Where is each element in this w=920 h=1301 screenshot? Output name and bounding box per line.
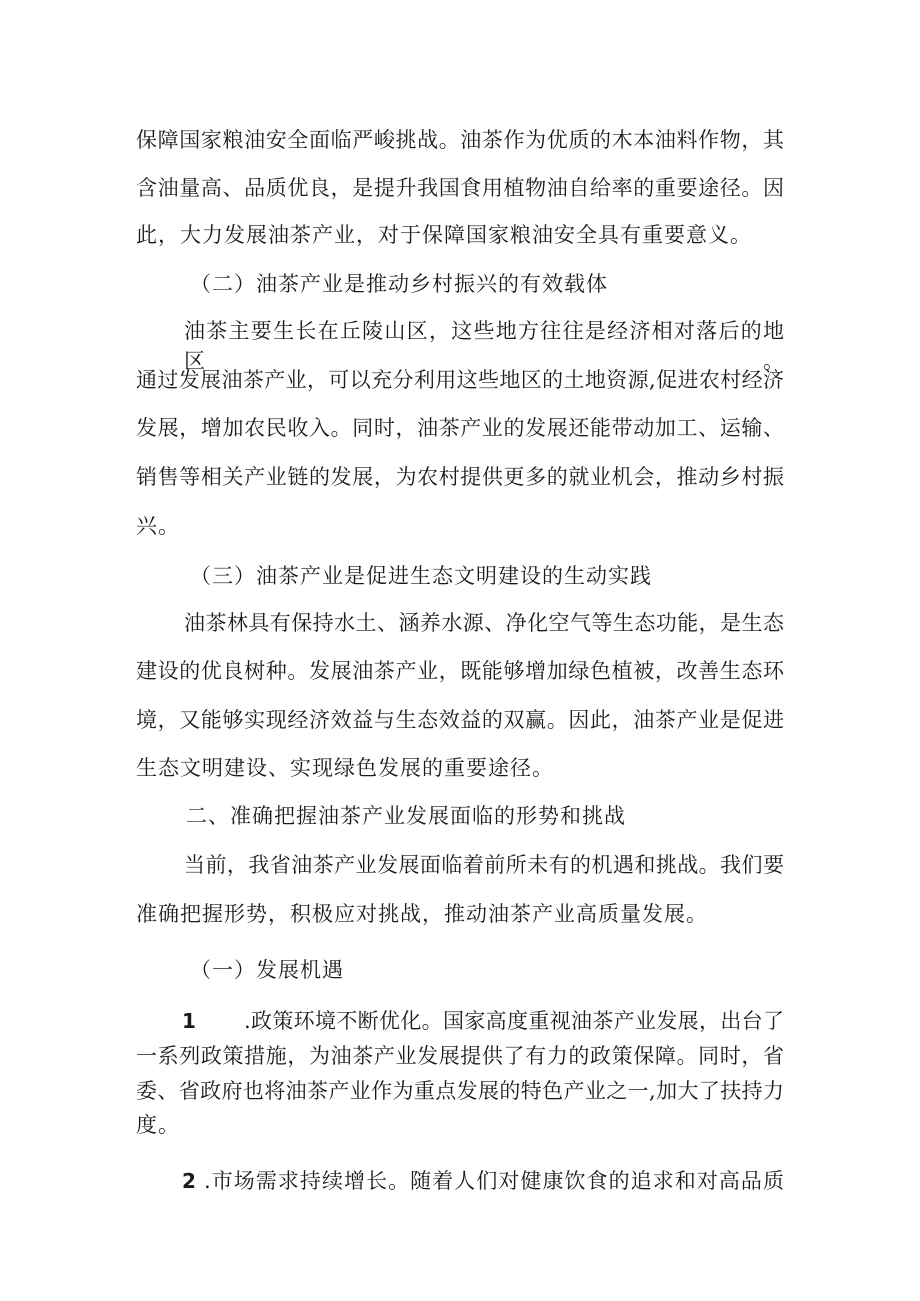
list-item-number: 2	[182, 1169, 197, 1193]
part-heading: 二、准确把握油茶产业发展面临的形势和挑战	[186, 804, 626, 828]
paragraph-line: 一系列政策措施，为油茶产业发展提供了有力的政策保障。同时，省	[136, 1044, 784, 1068]
paragraph-line: 境，又能够实现经济效益与生态效益的双赢。因此，油茶产业是促进	[136, 708, 784, 732]
paragraph-line: 当前，我省油茶产业发展面临着前所未有的机遇和挑战。我们要	[184, 853, 784, 877]
paragraph-line: 准确把握形势，积极应对挑战，推动油茶产业高质量发展。	[136, 902, 708, 926]
paragraph-line: 生态文明建设、实现绿色发展的重要途径。	[136, 756, 554, 780]
paragraph-line: 油茶林具有保持水土、涵养水源、净化空气等生态功能，是生态	[184, 611, 784, 635]
section-heading: （二）油茶产业是推动乡村振兴的有效载体	[190, 272, 608, 296]
paragraph-line: 油茶主要生长在丘陵山区，这些地方往往是经济相对落后的地区。	[184, 319, 784, 373]
paragraph-line: .政策环境不断优化。国家高度重视油茶产业发展，出台了	[244, 1009, 784, 1033]
paragraph-line: 兴。	[136, 514, 180, 538]
subsection-heading: （一）发展机遇	[190, 958, 344, 982]
paragraph-line: 保障国家粮油安全面临严峻挑战。油茶作为优质的木本油料作物，其	[136, 128, 784, 152]
paragraph-line: 发展，增加农民收入。同时，油茶产业的发展还能带动加工、运输、	[136, 416, 784, 440]
paragraph-line: .市场需求持续增长。随着人们对健康饮食的追求和对高品质	[204, 1169, 784, 1193]
section-heading: （三）油茶产业是促进生态文明建设的生动实践	[190, 564, 652, 588]
paragraph-line: 销售等相关产业链的发展，为农村提供更多的就业机会，推动乡村振	[136, 465, 784, 489]
paragraph-line: 通过发展油茶产业，可以充分利用这些地区的土地资源,促进农村经济	[136, 368, 784, 392]
paragraph-line: 此，大力发展油茶产业，对于保障国家粮油安全具有重要意义。	[136, 223, 752, 247]
paragraph-line: 度。	[136, 1113, 180, 1137]
paragraph-line: 建设的优良树种。发展油茶产业，既能够增加绿色植被，改善生态环	[136, 659, 784, 683]
paragraph-line: 含油量高、品质优良，是提升我国食用植物油自给率的重要途径。因	[136, 176, 784, 200]
list-item-number: 1	[182, 1009, 197, 1033]
paragraph-line: 委、省政府也将油茶产业作为重点发展的特色产业之一,加大了扶持力	[136, 1079, 784, 1103]
